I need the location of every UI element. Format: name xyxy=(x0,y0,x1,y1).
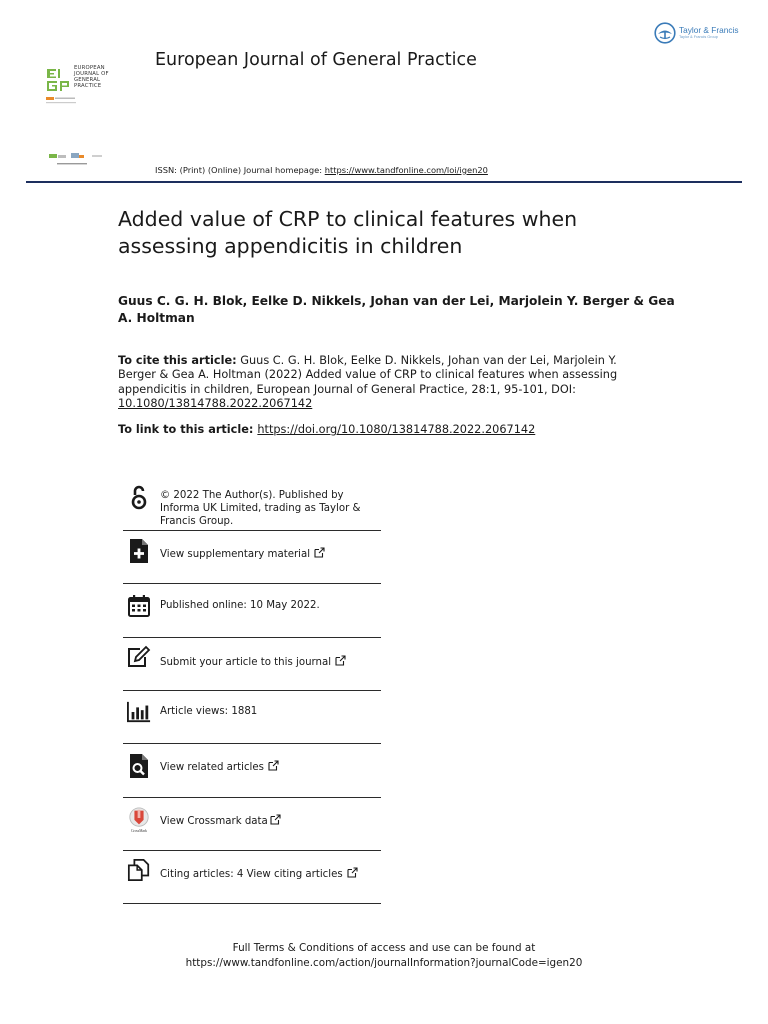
article-link-label: To link to this article: xyxy=(118,423,258,436)
article-info-list xyxy=(123,480,381,904)
taylor-francis-logo-icon xyxy=(654,22,676,44)
citing-articles-text[interactable]: Citing articles: 4 View citing articles xyxy=(160,867,358,882)
bar-chart-icon xyxy=(127,699,151,725)
crossmark-item[interactable] xyxy=(123,798,381,851)
journal-homepage-link[interactable]: https://www.tandfonline.com/loi/igen20 xyxy=(324,165,488,175)
issn-line xyxy=(155,165,488,175)
calendar-icon xyxy=(127,593,151,619)
citation-text: Guus C. G. H. Blok, Eelke D. Nikkels, Johan van der Lei, Marjolein Y. Berger & Gea A. Holtman (2022) Added value of CRP to clinical features when assessing appendicitis in children, European Journal of General Practice, 28:1, 95-101, DOI: xyxy=(118,354,618,396)
copyright-text: © 2022 The Author(s). Published by Informa UK Limited, trading as Taylor & Francis Group. xyxy=(160,490,361,527)
external-link-icon xyxy=(268,760,279,771)
citing-articles-item[interactable] xyxy=(123,851,381,904)
citation-doi-link[interactable]: 10.1080/13814788.2022.2067142 xyxy=(118,396,313,410)
article-doi-link[interactable]: https://doi.org/10.1080/13814788.2022.2067142 xyxy=(257,423,536,436)
terms-footer-line1: Full Terms & Conditions of access and use can be found at xyxy=(232,942,536,954)
related-articles-text[interactable]: View related articles xyxy=(160,760,279,775)
citation-block xyxy=(118,354,628,411)
published-online-text: Published online: 10 May 2022. xyxy=(160,600,320,611)
copyright-item xyxy=(123,480,381,531)
ejgp-logo-mark-icon xyxy=(46,68,74,92)
article-link-line xyxy=(118,423,535,437)
supplementary-item[interactable] xyxy=(123,531,381,584)
terms-footer-url[interactable]: https://www.tandfonline.com/action/journalInformation?journalCode=igen20 xyxy=(185,957,583,969)
related-articles-item[interactable] xyxy=(123,744,381,798)
article-authors: Guus C. G. H. Blok, Eelke D. Nikkels, Johan van der Lei, Marjolein Y. Berger & Gea A. Holtman xyxy=(118,294,675,325)
article-views-item xyxy=(123,691,381,744)
open-access-icon xyxy=(127,485,151,511)
issn-text: ISSN: (Print) (Online) Journal homepage: xyxy=(155,165,325,175)
crossmark-text[interactable]: View Crossmark data xyxy=(160,814,281,829)
external-link-icon xyxy=(347,867,358,878)
journal-title: European Journal of General Practice xyxy=(155,50,477,70)
header-divider xyxy=(26,181,742,183)
crossmark-icon xyxy=(127,807,151,833)
partner-logos-icon xyxy=(49,152,111,168)
article-views-text: Article views: 1881 xyxy=(160,706,258,717)
external-link-icon xyxy=(335,655,346,666)
published-online-item xyxy=(123,584,381,638)
terms-footer xyxy=(0,941,768,971)
publisher-group: Taylor & Francis Group xyxy=(679,35,718,39)
external-link-icon xyxy=(314,547,325,558)
citation-label: To cite this article: xyxy=(118,354,237,367)
journal-logo-words: EUROPEAN JOURNAL OF GENERAL PRACTICE xyxy=(74,65,109,89)
edit-icon xyxy=(127,644,151,670)
submit-article-item[interactable] xyxy=(123,638,381,691)
publisher-name: Taylor & Francis xyxy=(679,25,739,35)
citing-articles-icon xyxy=(127,857,151,883)
supplementary-file-icon xyxy=(127,538,151,564)
journal-logo xyxy=(46,64,126,108)
submit-article-text[interactable]: Submit your article to this journal xyxy=(160,655,346,670)
publisher-logo xyxy=(654,22,738,44)
logo-small-print-icon xyxy=(46,97,86,107)
search-document-icon xyxy=(127,753,151,779)
external-link-icon xyxy=(270,814,281,825)
supplementary-text[interactable]: View supplementary material xyxy=(160,547,325,562)
article-title: Added value of CRP to clinical features when assessing appendicitis in children xyxy=(118,207,578,258)
crossmark-caption: CrossMark xyxy=(131,829,147,833)
